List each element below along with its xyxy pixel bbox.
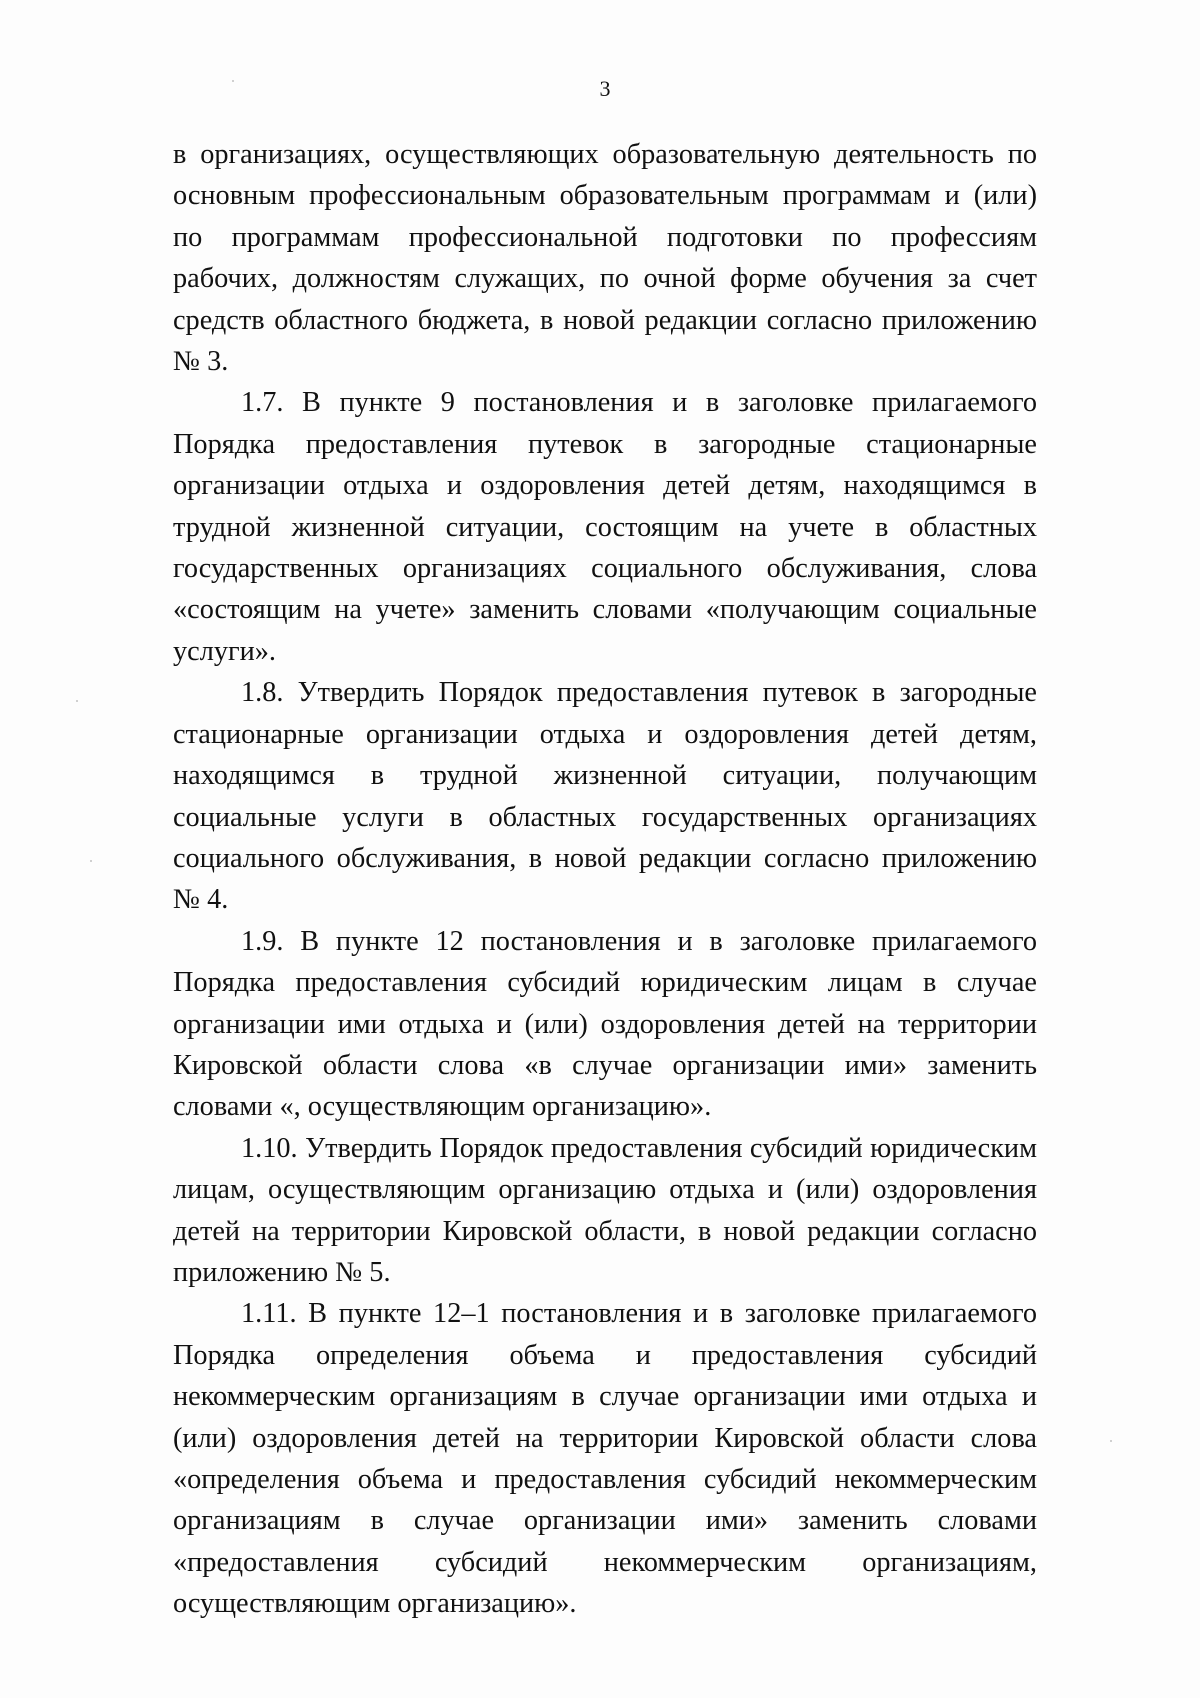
document-body [173,134,1037,1625]
scan-speck [1110,1440,1112,1442]
paragraph-1-11: 1.11. В пункте 12–1 постановления и в заголовке прилагаемого Порядка определения объема и предоставления субсидий некоммерческим организациям в случае организации ими отдыха и (или) оздоровления детей на территории Кировской области слова «определения объема и предоставления субсидий некоммерческим организациям в случае организации ими» заменить словами «предоставления субсидий некоммерческим организациям, осуществляющим организацию». [173,1298,1037,1620]
scan-speck [76,700,78,702]
paragraph-1-9: 1.9. В пункте 12 постановления и в заголовке прилагаемого Порядка предоставления субсидий юридическим лицам в случае организации ими отдыха и (или) оздоровления детей на территории Кировской области слова «в случае организации ими» заменить словами «, осуществляющим организацию». [173,925,1037,1123]
paragraph-1-10: 1.10. Утвердить Порядок предоставления субсидий юридическим лицам, осуществляющим организацию отдыха и (или) оздоровления детей на территории Кировской области, в новой редакции согласно приложению № 5. [173,1132,1037,1288]
scan-speck [232,80,234,82]
paragraph-1-6-continuation: в организациях, осуществляющих образовательную деятельность по основным профессиональным образовательным программам и (или) по программам профессиональной подготовки по профессиям рабочих, должностям служащих, по очной форме обучения за счет средств областного бюджета, в новой редакции согласно приложению № 3. [173,139,1037,378]
scan-speck [90,860,92,862]
page-number: 3 [599,76,611,101]
paragraph-1-7: 1.7. В пункте 9 постановления и в заголовке прилагаемого Порядка предоставления путевок в загородные стационарные организации отдыха и оздоровления детей детям, находящимся в трудной жизненной ситуации, состоящим на учете в областных государственных организациях социального обслуживания, слова «состоящим на учете» заменить словами «получающим социальные услуги». [173,387,1037,667]
paragraph-1-8: 1.8. Утвердить Порядок предоставления путевок в загородные стационарные организации отдыха и оздоровления детей детям, находящимся в трудной жизненной ситуации, получающим социальные услуги в областных государственных организациях социального обслуживания, в новой редакции согласно приложению № 4. [173,677,1037,916]
